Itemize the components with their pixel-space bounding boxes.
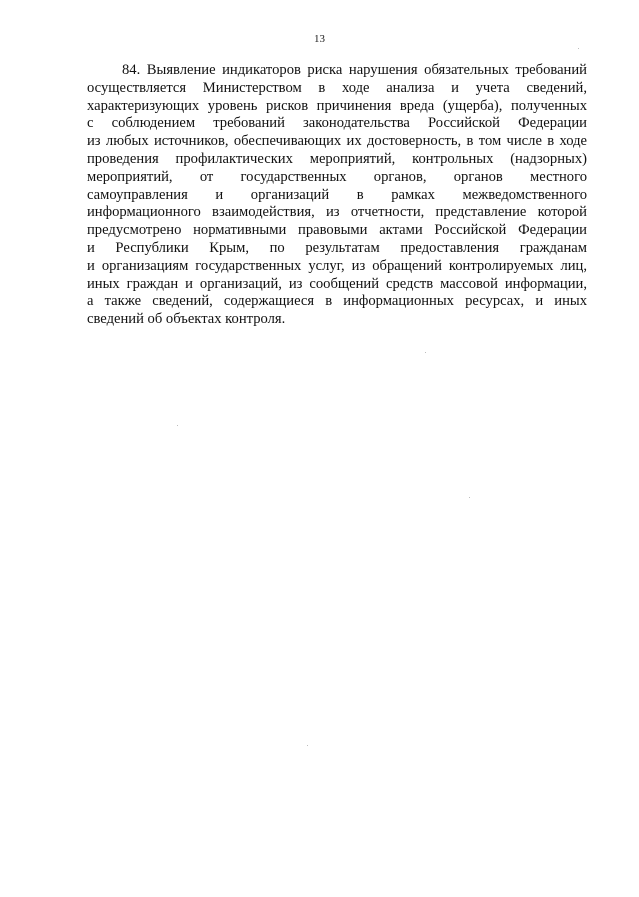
paragraph-line: и Республики Крым, по результатам предоставления гражданам <box>87 239 587 256</box>
paragraph-84 <box>87 62 587 329</box>
scan-speck <box>425 352 426 353</box>
paragraph-line: характеризующих уровень рисков причинения вреда (ущерба), полученных <box>87 97 587 114</box>
paragraph-line: предусмотрено нормативными правовыми актами Российской Федерации <box>87 222 587 239</box>
paragraph-line: а также сведений, содержащиеся в информационных ресурсах, и иных <box>87 293 587 310</box>
scan-speck <box>469 497 470 498</box>
paragraph-line: информационного взаимодействия, из отчетности, представление которой <box>87 204 587 221</box>
paragraph-line: осуществляется Министерством в ходе анализа и учета сведений, <box>87 79 587 96</box>
scan-speck <box>578 48 579 49</box>
page-number: 13 <box>314 33 325 45</box>
paragraph-line: с соблюдением требований законодательства Российской Федерации <box>87 115 587 132</box>
paragraph-line: мероприятий, от государственных органов, органов местного <box>87 168 587 185</box>
scan-speck <box>177 425 178 426</box>
paragraph-line: и организациям государственных услуг, из обращений контролируемых лиц, <box>87 257 587 274</box>
scan-speck <box>307 745 308 746</box>
paragraph-line: из любых источников, обеспечивающих их достоверность, в том числе в ходе <box>87 133 587 150</box>
paragraph-line: иных граждан и организаций, из сообщений средств массовой информации, <box>87 275 587 292</box>
paragraph-line: 84. Выявление индикаторов риска нарушения обязательных требований <box>122 62 587 78</box>
paragraph-line: сведений об объектах контроля. <box>87 311 286 328</box>
paragraph-line: самоуправления и организаций в рамках межведомственного <box>87 186 587 203</box>
paragraph-line: проведения профилактических мероприятий, контрольных (надзорных) <box>87 150 587 167</box>
